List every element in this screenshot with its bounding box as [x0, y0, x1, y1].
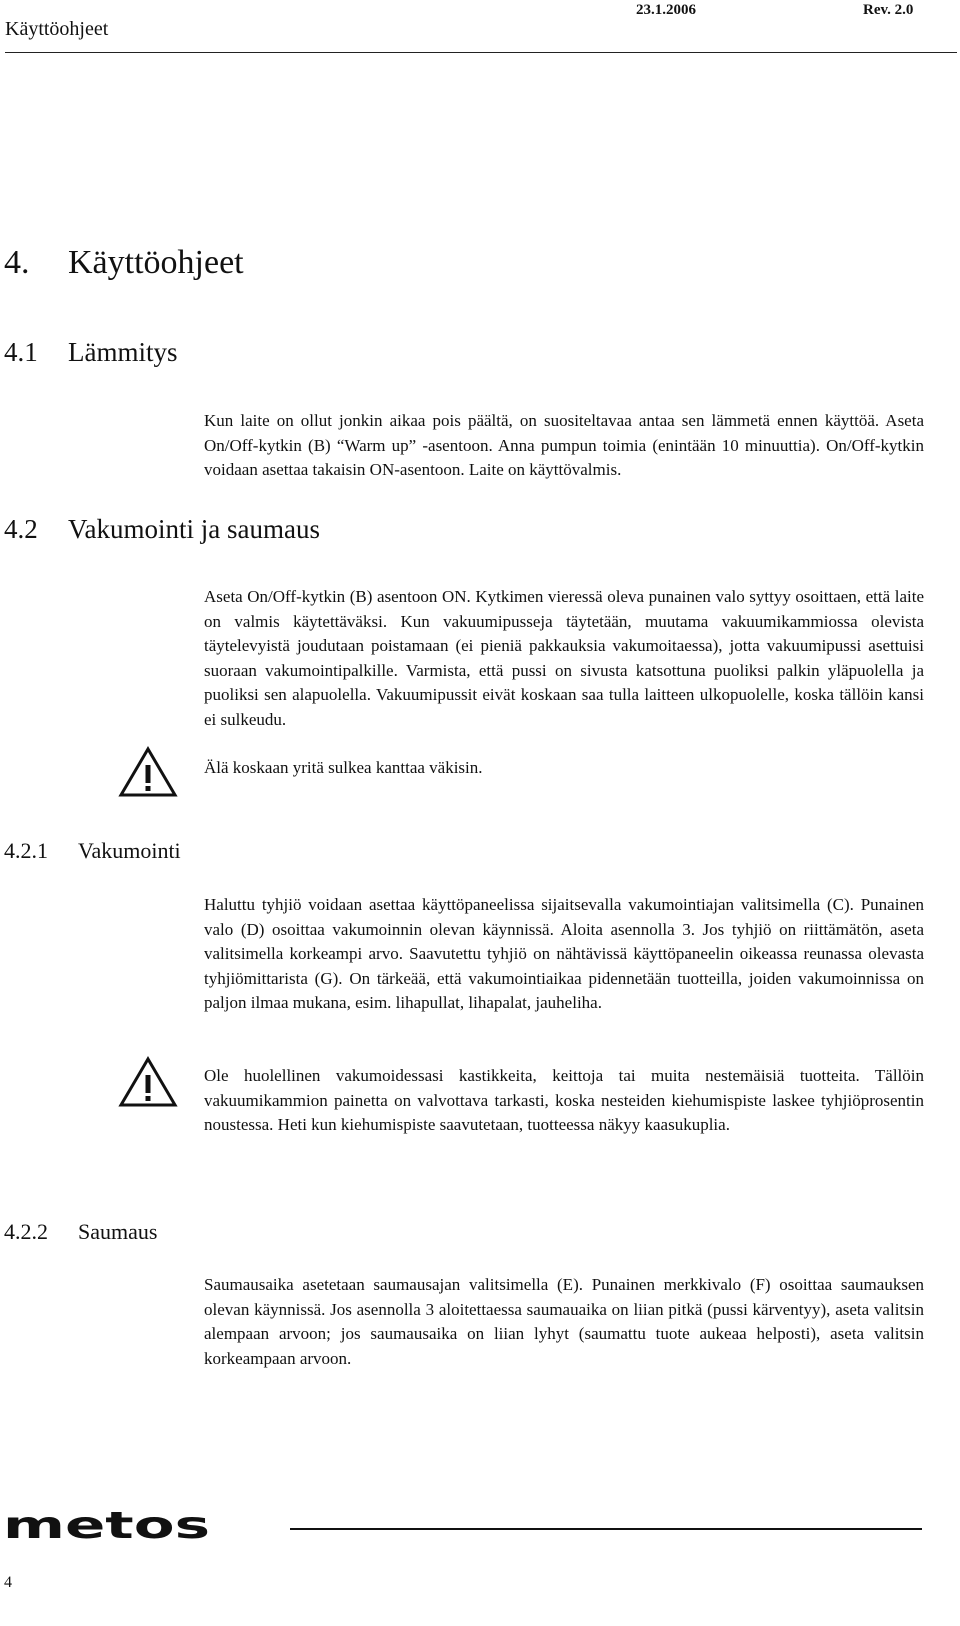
- section-number: 4.2.2: [4, 1219, 48, 1244]
- header-revision: Rev. 2.0: [863, 2, 914, 18]
- warning-triangle-icon: [118, 1056, 178, 1108]
- section-4-2-2-text: Saumausaika asetetaan saumausajan valitsimella (E). Punainen merkkivalo (F) osoittaa saumauksen olevan käynnissä. Jos asennolla 3 aloitettaessa saumauaika on liian pitkä (pussi kärventyy), aseta valitsin alempaan arvoon; jos saumausaika on liian lyhyt (saumattu tuote aukeaa helposti), aseta valitsin korkeampaan arvoon.: [204, 1275, 924, 1368]
- page-number: 4: [4, 1574, 12, 1591]
- section-4-1-text: Kun laite on ollut jonkin aikaa pois päältä, on suositeltavaa antaa sen lämmetä ennen käyttöä. Aseta On/Off-kytkin (B) “Warm up” -asentoon. Anna pumpun toimia (enintään 10 minuuttia). On/Off-kytkin voidaan asettaa takaisin ON-asentoon. Laite on käyttövalmis.: [204, 411, 924, 479]
- section-title: Lämmitys: [68, 337, 178, 367]
- section-heading-4-2: [4, 514, 404, 550]
- warning-triangle-icon: [118, 746, 178, 798]
- logo-text: metos: [3, 1512, 210, 1542]
- section-number: 4.2: [4, 514, 38, 544]
- section-4-2-text: Aseta On/Off-kytkin (B) asentoon ON. Kytkimen vieressä oleva punainen valo syttyy osoittaen, että laite on valmis käytettäväksi. Kun vakuumipusseja täytetään, muutama vakuumikammiossa olevista täytelevyistä joudutaan poistamaan (ei pieniä pakkauksia vakumoitaessa), jotta vakuumipussi asettuisi suoraan vakumointipalkille. Varmista, että pussi on sivusta katsottuna puoliksi palkin yläpuolella ja puoliksi sen alapuolella. Vakuumipussit eivät koskaan saa tulla laitteen ulkopuolelle, koska tällöin kansi ei sulkeudu.: [204, 587, 924, 729]
- header-date: 23.1.2006: [636, 2, 696, 18]
- chapter-heading: [4, 244, 404, 288]
- chapter-number: 4.: [4, 244, 30, 281]
- section-number: 4.1: [4, 337, 38, 367]
- section-4-2-1-text: Haluttu tyhjiö voidaan asettaa käyttöpaneelissa sijaitsevalla vakumointiajan valitsimella (C). Punainen valo (D) osoittaa vakumoinnin olevan käynnissä. Aloita asennolla 3. Jos tyhjiö on riittämätön, aseta valitsimella korkeampi arvo. Saavutettu tyhjiö on nähtävissä käyttöpaneelin oikeassa reunassa olevasta tyhjiömittarista (G). On tärkeää, että vakumointiaikaa pidennetään tuotteilla, joiden vakumoinnissa on paljon ilmaa mukana, esim. lihapullat, lihapalat, jauheliha.: [204, 895, 924, 1012]
- section-number: 4.2.1: [4, 838, 48, 863]
- section-4-2-warning: Älä koskaan yritä sulkea kanttaa väkisin.: [204, 758, 483, 777]
- footer-rule: [290, 1528, 922, 1530]
- header-rule: [5, 52, 957, 53]
- section-title: Vakumointi ja saumaus: [68, 514, 320, 544]
- metos-logo: [3, 1512, 213, 1542]
- header-title: Käyttöohjeet: [5, 18, 109, 40]
- section-heading-4-2-1: [4, 838, 404, 868]
- section-title: Vakumointi: [78, 838, 181, 863]
- chapter-title: Käyttöohjeet: [68, 244, 244, 281]
- section-title: Saumaus: [78, 1219, 158, 1244]
- section-4-2-1-warning: Ole huolellinen vakumoidessasi kastikkeita, keittoja tai muita nestemäisiä tuotteita. Tällöin vakuumikammion painetta on valvottava tarkasti, koska nesteiden kiehumispiste laskee tyhjiöprosentin noustessa. Heti kun kiehumispiste saavutetaan, tuotteessa näkyy kaasukuplia.: [204, 1066, 924, 1134]
- section-heading-4-2-2: [4, 1219, 404, 1249]
- section-heading-4-1: [4, 337, 404, 373]
